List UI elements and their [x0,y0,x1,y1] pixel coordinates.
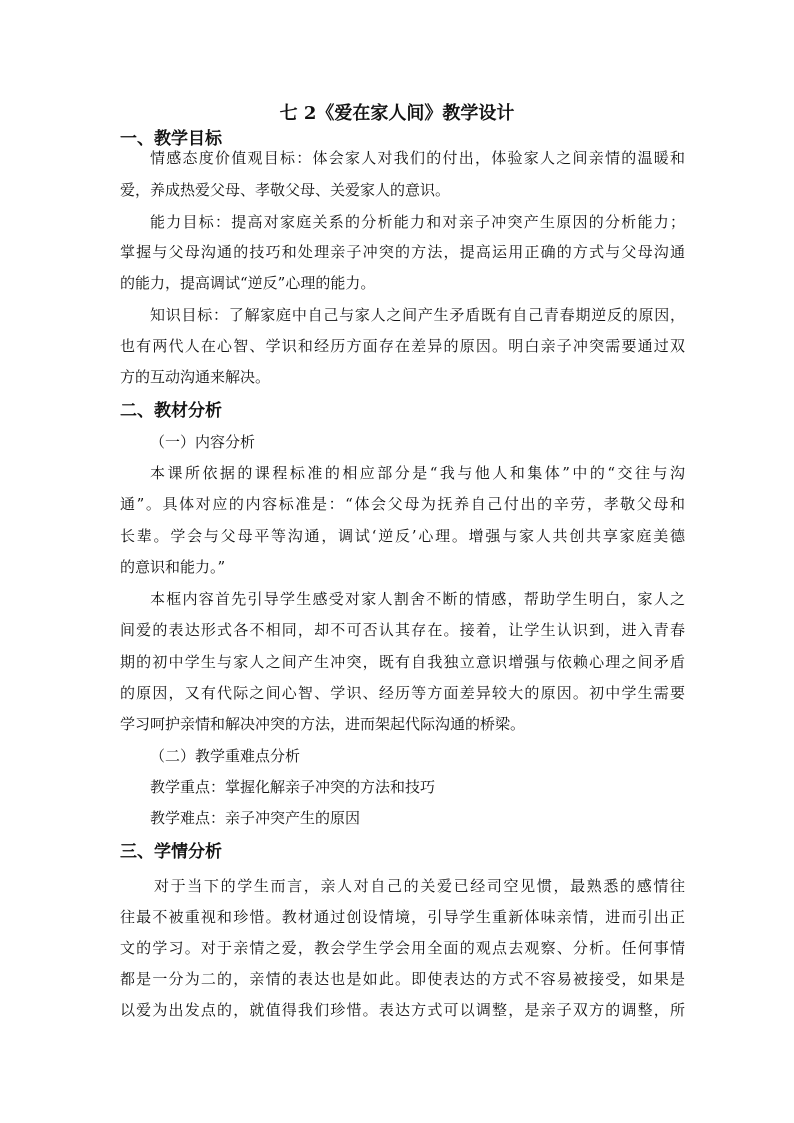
paragraph-line: 都是一分为二的，亲情的表达也是如此。即使表达的方式不容易被接受，如果是 [120,970,685,988]
paragraph-line: 教学难点：亲子冲突产生的原因 [150,809,361,827]
paragraph-line: 的能力，提高调试“逆反”心理的能力。 [120,274,376,292]
paragraph-line: 的原因，又有代际之间心智、学识、经历等方面差异较大的原因。初中学生需要 [120,684,685,702]
paragraph-line: 往最不被重视和珍惜。教材通过创设情境，引导学生重新体味亲情，进而引出正 [120,908,685,926]
paragraph-line: 爱，养成热爱父母、孝敬父母、关爱家人的意识。 [120,181,451,199]
section-heading-teaching-goals: 一、教学目标 [120,129,222,149]
paragraph-line: 本框内容首先引导学生感受对家人割舍不断的情感，帮助学生明白，家人之 [150,590,685,608]
paragraph-line: 知识目标：了解家庭中自己与家人之间产生矛盾既有自己青春期逆反的原因， [150,306,685,324]
paragraph-line: 对于当下的学生而言，亲人对自己的关爱已经司空见惯，最熟悉的感情往 [154,877,685,895]
paragraph-line: 长辈。学会与父母平等沟通，调试‘逆反’心理。增强与家人共创共享家庭美德 [120,527,685,545]
paragraph-line: 文的学习。对于亲情之爱，教会学生学会用全面的观点去观察、分析。任何事情 [120,939,685,957]
paragraph-line: 的意识和能力。” [120,558,226,576]
paragraph-line: 方的互动沟通来解决。 [120,368,271,386]
paragraph-line: 教学重点：掌握化解亲子冲突的方法和技巧 [150,778,436,796]
paragraph-line: 学习呵护亲情和解决冲突的方法，进而架起代际沟通的桥梁。 [120,715,526,733]
paragraph-line: 掌握与父母沟通的技巧和处理亲子冲突的方法，提高运用正确的方式与父母沟通 [120,243,685,261]
paragraph-line: 通”。具体对应的内容标准是：“体会父母为抚养自己付出的辛劳，孝敬父母和 [120,495,685,513]
paragraph-line: 能力目标：提高对家庭关系的分析能力和对亲子冲突产生原因的分析能力； [150,213,685,231]
paragraph-line: 也有两代人在心智、学识和经历方面存在差异的原因。明白亲子冲突需要通过双 [120,337,685,355]
section-heading-student-analysis: 三、学情分析 [120,842,222,862]
paragraph-line: 以爱为出发点的，就值得我们珍惜。表达方式可以调整，是亲子双方的调整，所 [120,1001,685,1019]
section-heading-material-analysis: 二、教材分析 [120,401,222,421]
paragraph-line: 期的初中学生与家人之间产生冲突，既有自我独立意识增强与依赖心理之间矛盾 [120,653,685,671]
paragraph-line: 间爱的表达形式各不相同，却不可否认其存在。接着，让学生认识到，进入青春 [120,621,685,639]
paragraph-line: 本课所依据的课程标准的相应部分是“我与他人和集体”中的“交往与沟 [150,464,685,482]
document-title: 七 2《爱在家人间》教学设计 [279,103,515,124]
subsection-heading: （二）教学重难点分析 [150,747,301,765]
paragraph-line: 情感态度价值观目标：体会家人对我们的付出，体验家人之间亲情的温暖和 [150,149,685,167]
subsection-heading: （一）内容分析 [150,433,256,451]
